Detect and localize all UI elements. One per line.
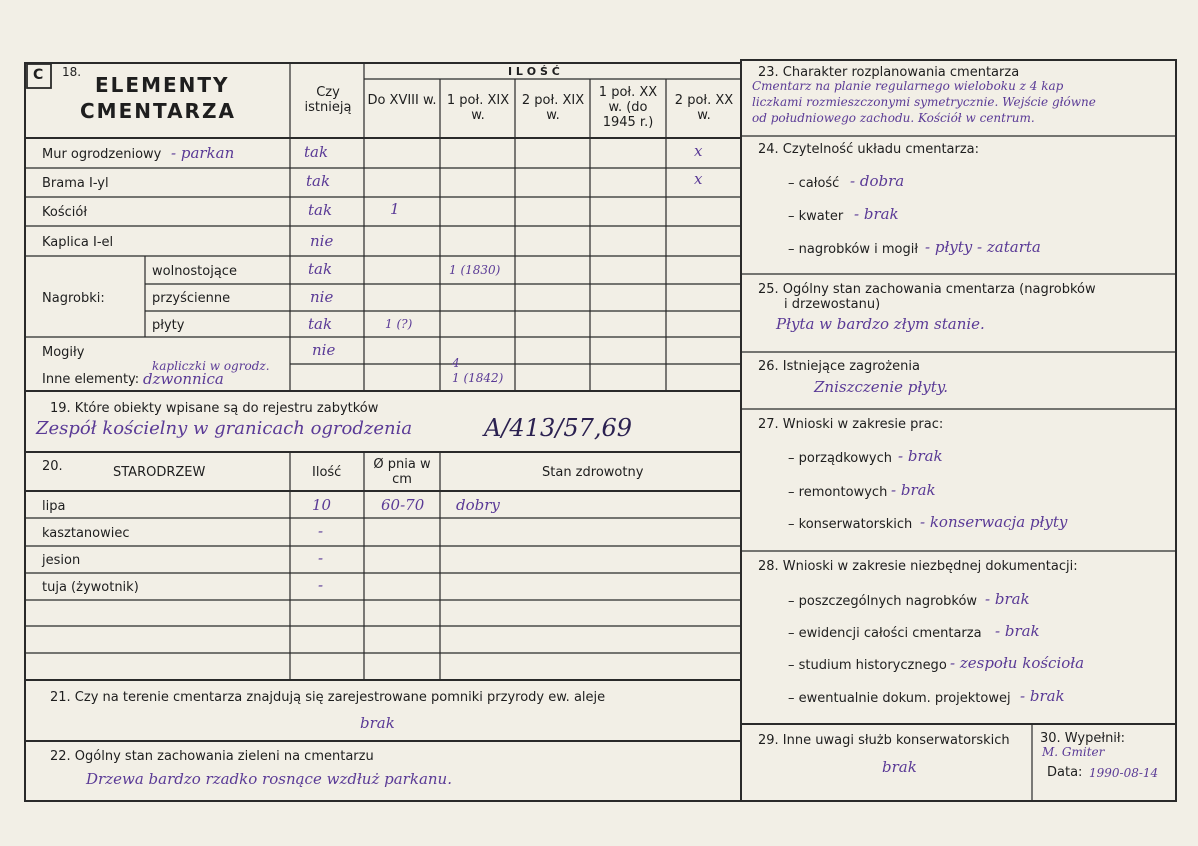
s27-item-label: – porządkowych [788, 451, 892, 466]
nagrobki-przyscienne-label: przyścienne [152, 291, 231, 306]
s21-label: 21. Czy na terenie cmentarza znajdują się zarejestrowane pomniki przyrody ew. aleje [50, 690, 606, 705]
s27-item-value: - brak [891, 481, 936, 499]
inne-label: Inne elementy: [42, 372, 140, 387]
s25-value: Płyta w bardzo złym stanie. [776, 315, 985, 333]
s26-value: Zniszczenie płyty. [814, 378, 948, 396]
s23-line: liczkami rozmieszczonymi symetrycznie. Wejście główne [752, 95, 1096, 109]
s27-item-value: - konserwacja płyty [920, 513, 1068, 531]
s30-date: 1990-08-14 [1089, 766, 1159, 780]
s23-label: 23. Charakter rozplanowania cmentarza [758, 65, 1020, 80]
s24-item-label: – całość [788, 176, 840, 191]
s24-item-value: - brak [854, 205, 899, 223]
col-period-do-18: Do XVIII w. [367, 93, 437, 108]
nagrobki-przyscienne-exists: nie [310, 288, 334, 306]
row-kaplica-exists: nie [310, 232, 334, 250]
s28-item-label: – ewidencji całości cmentarza [788, 626, 982, 641]
tree-row-name: lipa [42, 499, 66, 514]
tree-row-name: kasztanowiec [42, 526, 130, 541]
s24-item-label: – kwater [788, 209, 844, 224]
row-mur-mark: x [694, 142, 703, 160]
s27-item-label: – remontowych [788, 485, 888, 500]
s28-label: 28. Wnioski w zakresie niezbędnej dokumentacji: [758, 559, 1078, 574]
tree-row-qty: - [318, 576, 324, 594]
row-brama-mark: x [694, 170, 703, 188]
s18-title-line1: ELEMENTY [95, 73, 230, 97]
tree-row-qty: 10 [312, 496, 332, 514]
row-kosciol-exists: tak [308, 201, 333, 219]
nagrobki-wolnostojace-date: 1 (1830) [449, 263, 501, 277]
s20-col-pnia: Ø pnia w cm [373, 457, 431, 487]
s29-label: 29. Inne uwagi służb konserwatorskich [758, 733, 1010, 748]
s20-number: 20. [42, 459, 63, 474]
inne-note-line1: kapliczki w ogrodz. [152, 359, 270, 373]
s20-col-stan: Stan zdrowotny [542, 465, 644, 480]
row-mur-note: - parkan [171, 144, 235, 162]
s22-label: 22. Ogólny stan zachowania zieleni na cmentarzu [50, 749, 374, 764]
nagrobki-plyty-do18: 1 (?) [385, 317, 413, 331]
s24-item-label: – nagrobków i mogił [788, 242, 919, 257]
nagrobki-label: Nagrobki: [42, 291, 105, 306]
tree-row-name: tuja (żywotnik) [42, 580, 139, 595]
s25-label-line1: 25. Ogólny stan zachowania cmentarza (nagrobków [758, 282, 1096, 297]
s22-value: Drzewa bardzo rzadko rosnące wzdłuż parkanu. [86, 770, 452, 788]
col-period-2-19: 2 poł. XIX w. [521, 93, 585, 123]
s28-item-value: - brak [985, 590, 1030, 608]
col-period-1-20: 1 poł. XX w. (do 1945 r.) [598, 85, 658, 130]
s20-col-ilosc: Ilość [312, 465, 342, 480]
s24-label: 24. Czytelność układu cmentarza: [758, 142, 980, 157]
s28-item-value: - zespołu kościoła [950, 654, 1085, 672]
mogily-exists: nie [312, 341, 336, 359]
s28-item-label: – ewentualnie dokum. projektowej [788, 691, 1011, 706]
tree-row-name: jesion [42, 553, 81, 568]
col-period-1-19: 1 poł. XIX w. [446, 93, 510, 123]
nagrobki-plyty-label: płyty [152, 318, 185, 333]
s28-item-value: - brak [1020, 687, 1065, 705]
row-mur-exists: tak [304, 143, 329, 161]
s30-date-label: Data: [1047, 765, 1083, 780]
s29-value: brak [882, 758, 917, 776]
tree-row-state: dobry [456, 496, 500, 514]
s21-value: brak [360, 714, 395, 732]
row-kaplica-label: Kaplica I-el [42, 235, 114, 250]
row-kosciol-label: Kościół [42, 205, 88, 220]
tree-row-qty: - [318, 522, 324, 540]
s23-line: Cmentarz na planie regularnego wieloboku z 4 kap [752, 79, 1064, 93]
s30-name: M. Gmiter [1042, 745, 1105, 759]
row-brama-exists: tak [306, 172, 331, 190]
s25-label-line2: i drzewostanu) [784, 297, 881, 312]
nagrobki-wolnostojace-exists: tak [308, 260, 333, 278]
nagrobki-wolnostojace-label: wolnostojące [152, 264, 237, 279]
s20-title: STARODRZEW [113, 465, 206, 480]
s23-line: od południowego zachodu. Kościół w centrum. [752, 111, 1035, 125]
s27-item-label: – konserwatorskich [788, 517, 913, 532]
s26-label: 26. Istniejące zagrożenia [758, 359, 920, 374]
col-ilosc-header: I L O Ś Ć [508, 65, 560, 78]
col-period-2-20: 2 poł. XX w. [674, 93, 734, 123]
nagrobki-plyty-exists: tak [308, 315, 333, 333]
s24-item-value: - płyty - zatarta [925, 238, 1041, 256]
s18-number: 18. [62, 65, 82, 79]
s19-register-number: A/413/57,69 [484, 414, 633, 442]
inne-note-line2: dzwonnica [143, 370, 224, 388]
row-mur-label: Mur ogrodzeniowy [42, 147, 162, 162]
tree-row-qty: - [318, 549, 324, 567]
s28-item-value: - brak [995, 622, 1040, 640]
s28-item-label: – poszczególnych nagrobków [788, 594, 978, 609]
tree-row-diam: 60-70 [381, 496, 425, 514]
inne-date: 1 (1842) [452, 371, 504, 385]
mogily-label: Mogiły [42, 345, 85, 360]
s27-label: 27. Wnioski w zakresie prac: [758, 417, 944, 432]
s27-item-value: - brak [898, 447, 943, 465]
row-kosciol-do18: 1 [390, 200, 400, 218]
row-brama-label: Brama I-yl [42, 176, 109, 191]
s19-label: 19. Które obiekty wpisane są do rejestru zabytków [50, 401, 379, 416]
s28-item-label: – studium historycznego [788, 658, 947, 673]
s30-label: 30. Wypełnił: [1040, 731, 1125, 746]
card-letter: C [33, 67, 44, 83]
s19-value: Zespół kościelny w granicach ogrodzenia [36, 418, 413, 439]
s24-item-value: - dobra [850, 172, 905, 190]
col-czy-istnieja: Czy istnieją [304, 85, 352, 115]
s18-title-line2: CMENTARZA [80, 99, 236, 123]
inne-date-top: 4 [452, 356, 460, 370]
